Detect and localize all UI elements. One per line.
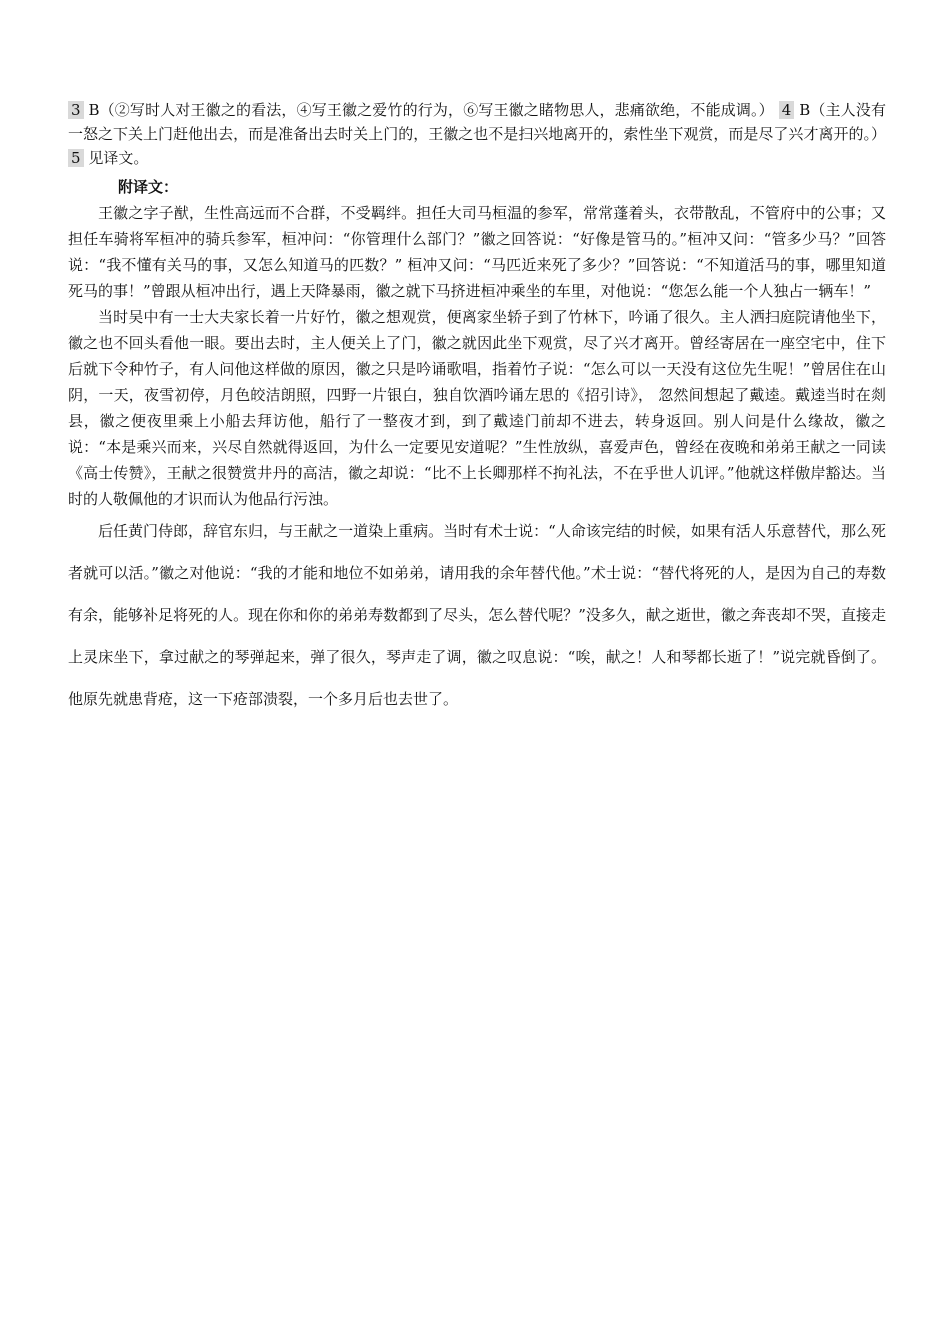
document-page (68, 98, 886, 720)
answer-text: B（主人没有一怒之下关上门赶他出去，而是准备出去时关上门的，王徽之也不是扫兴地离开的，索性坐下观赏，而是尽了兴才离开的。） (68, 101, 886, 143)
answer-text: B（②写时人对王徽之的看法，④写王徽之爱竹的行为，⑥写王徽之睹物思人，悲痛欲绝，不能成调。） (88, 101, 774, 119)
answer-number: 5 (68, 149, 84, 167)
translation-paragraph: 当时吴中有一士大夫家长着一片好竹，徽之想观赏，便离家坐轿子到了竹林下，吟诵了很久。主人洒扫庭院请他坐下，徽之也不回头看他一眼。要出去时，主人便关上了门，徽之就因此坐下观赏，尽了兴才离开。曾经寄居在一座空宅中，住下后就下令种竹子，有人问他这样做的原因，徽之只是吟诵歌唱，指着竹子说：“怎么可以一天没有这位先生呢！”曾居住在山阴，一天，夜雪初停，月色皎洁朗照，四野一片银白，独自饮酒吟诵左思的《招引诗》， 忽然间想起了戴逵。戴逵当时在剡县，徽之便夜里乘上小船去拜访他，船行了一整夜才到，到了戴逵门前却不进去，转身返回。别人问是什么缘故，徽之说：“本是乘兴而来，兴尽自然就得返回，为什么一定要见安道呢？”生性放纵，喜爱声色，曾经在夜晚和弟弟王献之一同读《高士传赞》，王献之很赞赏井丹的高洁，徽之却说：“比不上长卿那样不拘礼法，不在乎世人讥评。”他就这样傲岸豁达。当时的人敬佩他的才识而认为他品行污浊。 (68, 308, 886, 508)
answer-number: 4 (779, 101, 795, 119)
translation-heading: 附译文： (118, 178, 179, 196)
answer-text: 见译文。 (88, 149, 149, 167)
translation-paragraph: 王徽之字子猷，生性高远而不合群，不受羁绊。担任大司马桓温的参军，常常蓬着头，衣带散乱，不管府中的公事；又担任车骑将军桓冲的骑兵参军，桓冲问：“你管理什么部门？”徽之回答说：“好像是管马的。”桓冲又问：“管多少马？”回答说：“我不懂有关马的事，又怎么知道马的匹数？” 桓冲又问：“马匹近来死了多少？”回答说：“不知道活马的事，哪里知道死马的事！”曾跟从桓冲出行，遇上天降暴雨，徽之就下马挤进桓冲乘坐的车里，对他说：“您怎么能一个人独占一辆车！” (68, 204, 886, 300)
answer-number: 3 (68, 101, 84, 119)
translation-paragraph: 后任黄门侍郎，辞官东归，与王献之一道染上重病。当时有术士说：“人命该完结的时候，如果有活人乐意替代，那么死者就可以活。”徽之对他说：“我的才能和地位不如弟弟，请用我的余年替代他。”术士说：“替代将死的人，是因为自己的寿数有余，能够补足将死的人。现在你和你的弟弟寿数都到了尽头，怎么替代呢？”没多久，献之逝世，徽之奔丧却不哭，直接走上灵床坐下，拿过献之的琴弹起来，弹了很久，琴声走了调，徽之叹息说：“唉，献之！人和琴都长逝了！”说完就昏倒了。他原先就患背疮，这一下疮部溃裂，一个多月后也去世了。 (68, 522, 886, 708)
answer-block (68, 98, 886, 170)
